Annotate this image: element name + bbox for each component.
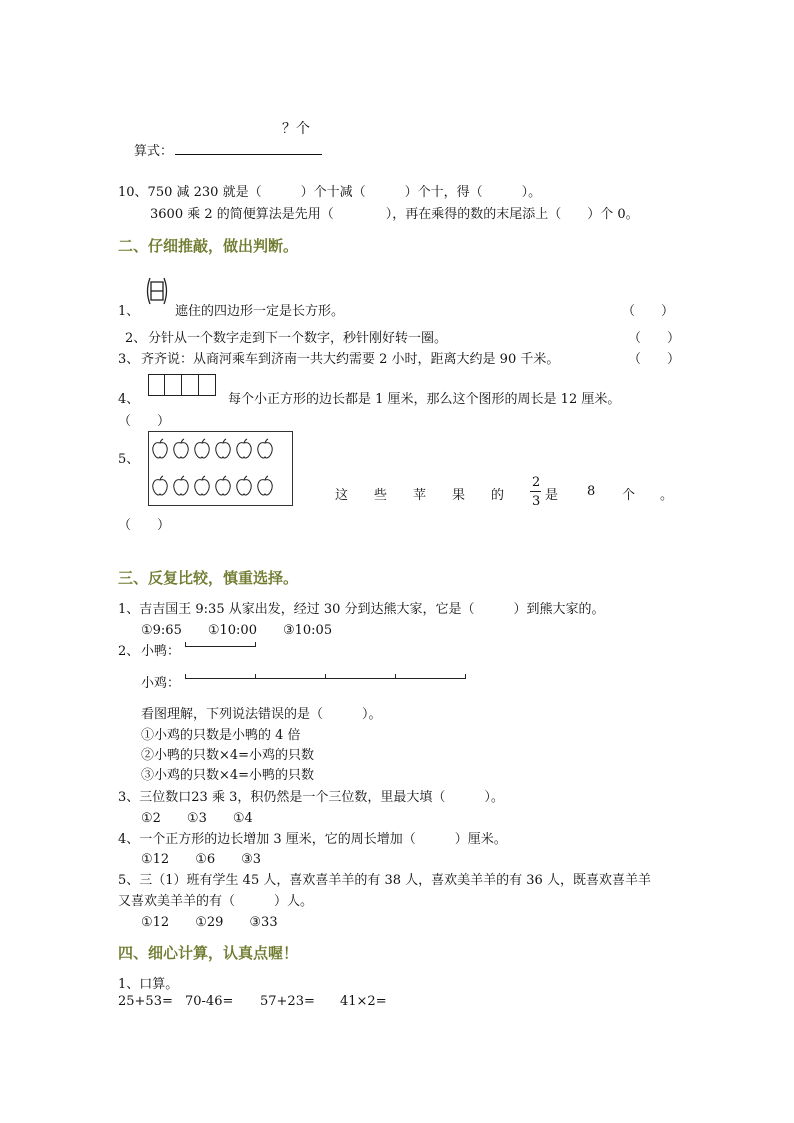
fraction-bar bbox=[530, 491, 541, 492]
s3-q4-options[interactable]: ①12 ①6 ③3 bbox=[141, 852, 262, 867]
s3-q3-text: 3、三位数口23 乘 3，积仍然是一个三位数，里最大填（ ）。 bbox=[118, 790, 504, 805]
formula-label: 算式： bbox=[134, 144, 174, 159]
chick-tick-0 bbox=[185, 674, 186, 679]
s2-item4-text: 每个小正方形的边长都是 1 厘米，那么这个图形的周长是 12 厘米。 bbox=[228, 392, 621, 407]
calc-3[interactable]: 57+23= bbox=[260, 994, 315, 1009]
section2-title: 二、仔细推敲，做出判断。 bbox=[118, 237, 299, 255]
s3-q1-text: 1、吉吉国王 9:35 从家出发，经过 30 分到达熊大家，它是（ ）到熊大家的。 bbox=[118, 602, 605, 617]
s2-item5-word5: 的 bbox=[491, 488, 505, 503]
s2-item5-answer[interactable]: （ ） bbox=[118, 518, 171, 533]
s3-q2-option1[interactable]: ①小鸡的只数是小鸭的 4 倍 bbox=[141, 728, 301, 743]
s2-item2-text: 分针从一个数字走到下一个数字，秒针刚好转一圈。 bbox=[148, 331, 448, 346]
s2-item1-num: 1、 bbox=[118, 304, 140, 319]
formula-answer-line[interactable] bbox=[175, 154, 322, 155]
square-1 bbox=[148, 374, 165, 396]
duck-tick-end bbox=[255, 642, 256, 647]
apples-group bbox=[149, 432, 291, 504]
calc-2[interactable]: 70-46= bbox=[185, 994, 234, 1009]
s3-q2-option3[interactable]: ③小鸡的只数×4=小鸭的只数 bbox=[141, 768, 315, 783]
covered-shape-icon bbox=[144, 276, 170, 306]
squares-figure bbox=[148, 374, 216, 396]
duck-label: 小鸭： bbox=[141, 644, 181, 659]
section3-title: 三、反复比较，慎重选择。 bbox=[118, 569, 299, 587]
duck-tick-start bbox=[185, 642, 186, 647]
s2-item3-text: 齐齐说：从商河乘车到济南一共大约需要 2 小时，距离大约是 90 千米。 bbox=[141, 352, 560, 367]
chick-label: 小鸡： bbox=[141, 676, 181, 691]
s3-q1-options[interactable]: ①9:65 ①10:00 ③10:05 bbox=[141, 623, 333, 638]
s2-item2-answer[interactable]: （ ） bbox=[628, 331, 681, 346]
s2-item5-word3: 苹 bbox=[413, 488, 427, 503]
square-3 bbox=[182, 374, 199, 396]
s2-item5-after3: 个 bbox=[622, 488, 636, 503]
s2-item5-word4: 果 bbox=[452, 488, 466, 503]
s3-q5-options[interactable]: ①12 ①29 ③33 bbox=[141, 915, 278, 930]
s3-q3-options[interactable]: ①2 ①3 ①4 bbox=[141, 811, 253, 826]
section4-title: 四、细心计算，认真点喔！ bbox=[118, 944, 299, 962]
chick-tick-2 bbox=[325, 674, 326, 679]
s2-item5-num: 5、 bbox=[118, 452, 140, 467]
chick-tick-1 bbox=[255, 674, 256, 679]
s2-item5-after4: 。 bbox=[660, 488, 674, 503]
fraction-numerator: 2 bbox=[532, 475, 541, 490]
s2-item4-num: 4、 bbox=[118, 392, 140, 407]
s2-item4-answer[interactable]: （ ） bbox=[118, 414, 171, 429]
s3-q5-line1: 5、三（1）班有学生 45 人，喜欢喜羊羊的有 38 人，喜欢美羊羊的有 36 人，既喜欢喜羊羊 bbox=[118, 873, 651, 888]
fraction-denominator: 3 bbox=[532, 494, 541, 509]
s3-q2-num: 2、 bbox=[118, 644, 140, 659]
s2-item1-text: 遮住的四边形一定是长方形。 bbox=[175, 304, 345, 319]
square-2 bbox=[165, 374, 182, 396]
q10-line2: 3600 乘 2 的简便算法是先用（ ），再在乘得的数的末尾添上（ ）个 0。 bbox=[150, 207, 639, 222]
s3-q2-prompt: 看图理解，下列说法错误的是（ ）。 bbox=[141, 707, 382, 722]
duck-segment bbox=[185, 646, 255, 647]
s2-item1-answer[interactable]: （ ） bbox=[622, 304, 675, 319]
s2-item2-num: 2、 bbox=[125, 331, 147, 346]
calc-1[interactable]: 25+53= bbox=[118, 994, 173, 1009]
unknown-count-label: ？个 bbox=[282, 121, 310, 137]
calc-4[interactable]: 41×2= bbox=[340, 994, 387, 1009]
s2-item3-num: 3、 bbox=[118, 352, 140, 367]
q10-line1: 10、750 减 230 就是（ ）个十减（ ）个十，得（ ）。 bbox=[118, 185, 542, 200]
chick-tick-3 bbox=[395, 674, 396, 679]
s2-item5-word1: 这 bbox=[335, 488, 349, 503]
s2-item5-word2: 些 bbox=[374, 488, 388, 503]
s4-q1-text: 1、口算。 bbox=[118, 977, 179, 992]
s2-item5-after1: 是 bbox=[545, 488, 559, 503]
s3-q2-option2[interactable]: ②小鸭的只数×4=小鸡的只数 bbox=[141, 748, 315, 763]
apples-box bbox=[148, 431, 293, 506]
chick-tick-4 bbox=[465, 674, 466, 679]
square-4 bbox=[199, 374, 216, 396]
apple-row-1 bbox=[153, 439, 272, 458]
s3-q5-line2: 又喜欢美羊羊的有（ ）人。 bbox=[118, 894, 314, 909]
s2-item5-after2: 8 bbox=[587, 484, 596, 499]
s3-q4-text: 4、一个正方形的边长增加 3 厘米，它的周长增加（ ）厘米。 bbox=[118, 832, 507, 847]
s2-item3-answer[interactable]: （ ） bbox=[628, 352, 681, 367]
apple-row-2 bbox=[153, 476, 272, 495]
